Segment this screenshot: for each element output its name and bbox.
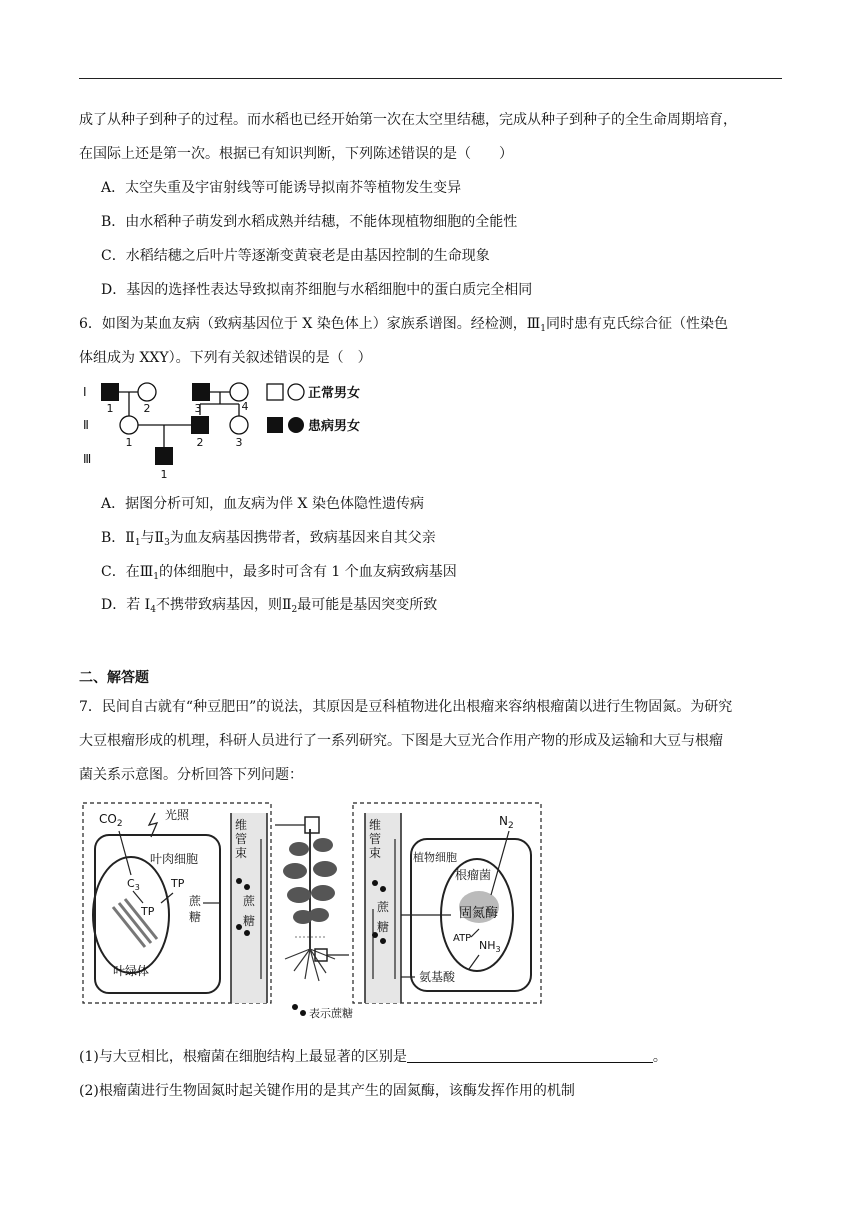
vascular-right-2: 管 bbox=[369, 832, 382, 846]
q7-sub-2: (2)根瘤菌进行生物固氮时起关键作用的是其产生的固氮酶，该酶发挥作用的机制 bbox=[79, 1083, 575, 1099]
gen-label-ii: Ⅱ bbox=[83, 418, 89, 432]
pedigree-i1-affected-male bbox=[101, 383, 119, 401]
q5-option-d: D．基因的选择性表达导致拟南芥细胞与水稻细胞中的蛋白质完全相同 bbox=[101, 282, 533, 298]
sucrose-vessel-2: 糖 bbox=[243, 914, 256, 928]
legend-affected-text: 患病男女 bbox=[308, 419, 361, 434]
sucrose-legend-text: 表示蔗糖 bbox=[309, 1007, 353, 1020]
gen-label-i: Ⅰ bbox=[83, 385, 87, 399]
vascular-left-3: 束 bbox=[235, 846, 248, 860]
atp-label: ATP bbox=[453, 933, 472, 944]
q6-option-d: D．若 $I_4$不携带致病基因，则$Ⅱ_2$最可能是基因突变所致 bbox=[101, 597, 438, 615]
pedigree-ii3-normal-female bbox=[230, 416, 248, 434]
num-iii1: 1 bbox=[160, 468, 168, 481]
sucrose-right-1: 蔗 bbox=[377, 900, 390, 914]
c3-label: $C_3$ bbox=[127, 877, 140, 892]
num-i3: 3 bbox=[194, 402, 202, 415]
num-i4: 4 bbox=[241, 400, 249, 413]
section-title: 二、解答题 bbox=[79, 670, 149, 686]
num-i1: 1 bbox=[106, 402, 114, 415]
light-label: 光照 bbox=[165, 808, 190, 822]
tp-inner-label: TP bbox=[141, 905, 155, 918]
chloroplast-label: 叶绿体 bbox=[113, 964, 150, 978]
pedigree-diagram bbox=[79, 376, 399, 486]
vascular-right-3: 束 bbox=[369, 846, 382, 860]
q5-stem-line-1: 成了从种子到种子的过程。而水稻也已经开始第一次在太空里结穗，完成从种子到种子的全生命周期培育， bbox=[79, 112, 737, 128]
num-ii3: 3 bbox=[235, 436, 243, 449]
num-ii1: 1 bbox=[125, 436, 133, 449]
legend-affected-square bbox=[267, 417, 283, 433]
amino-acid-label: 氨基酸 bbox=[419, 970, 456, 984]
gen-label-iii: Ⅲ bbox=[83, 452, 92, 466]
q5-option-b: B．由水稻种子萌发到水稻成熟并结穗，不能体现植物细胞的全能性 bbox=[101, 214, 518, 230]
answer-blank[interactable] bbox=[407, 1048, 653, 1063]
legend-normal-text: 正常男女 bbox=[308, 386, 361, 401]
soybean-diagram bbox=[79, 799, 545, 1027]
co2-label: $CO_2$ bbox=[99, 812, 123, 829]
mesophyll-label: 叶肉细胞 bbox=[150, 852, 199, 866]
lightning-icon bbox=[149, 813, 157, 837]
num-i2: 2 bbox=[143, 402, 151, 415]
rhizobia-label: 根瘤菌 bbox=[455, 868, 492, 882]
nh3-label: $NH_3$ bbox=[479, 939, 501, 954]
plant-cell-label: 植物细胞 bbox=[413, 851, 457, 864]
sucrose-right-2: 糖 bbox=[377, 920, 390, 934]
tp-outer-label: TP bbox=[171, 877, 185, 890]
nitrogenase-label: 固氮酶 bbox=[459, 906, 499, 921]
vascular-left-2: 管 bbox=[235, 832, 248, 846]
num-ii2: 2 bbox=[196, 436, 204, 449]
q6-option-a: A．据图分析可知，血友病为伴 X 染色体隐性遗传病 bbox=[101, 496, 424, 512]
q6-option-b: B．$Ⅱ_1$与$Ⅱ_3$为血友病基因携带者，致病基因来自其父亲 bbox=[101, 530, 436, 548]
q7-sub-1: (1)与大豆相比，根瘤菌在细胞结构上最显著的区别是 。 bbox=[79, 1049, 667, 1065]
vascular-right-1: 维 bbox=[369, 818, 382, 832]
n2-label: $N_2$ bbox=[499, 814, 514, 831]
pedigree-ii1-normal-female bbox=[120, 416, 138, 434]
pedigree-i2-normal-female bbox=[138, 383, 156, 401]
q7-stem-line-1: 7．民间自古就有“种豆肥田”的说法，其原因是豆科植物进化出根瘤来容纳根瘤菌以进行生物固氮。为研究 bbox=[79, 699, 733, 715]
q5-option-a: A．太空失重及宇宙射线等可能诱导拟南芥等植物发生变异 bbox=[101, 180, 462, 196]
pedigree-i3-affected-male bbox=[192, 383, 210, 401]
sucrose-vessel-1: 蔗 bbox=[243, 894, 256, 908]
q6-stem-line-2: 体组成为 XXY）。下列有关叙述错误的是（ ） bbox=[79, 350, 372, 366]
pedigree-ii2-affected-male bbox=[191, 416, 209, 434]
q7-stem-line-2: 大豆根瘤形成的机理，科研人员进行了一系列研究。下图是大豆光合作用产物的形成及运输和大豆与根瘤 bbox=[79, 733, 723, 749]
q7-stem-line-3: 菌关系示意图。分析回答下列问题： bbox=[79, 767, 303, 783]
sucrose-left-1: 蔗 bbox=[189, 894, 202, 908]
pedigree-i4-normal-female bbox=[230, 383, 248, 401]
q6-option-c: C．在$Ⅲ_1$的体细胞中，最多时可含有 1 个血友病致病基因 bbox=[101, 564, 457, 582]
legend-normal-square bbox=[267, 384, 283, 400]
header-rule bbox=[79, 78, 782, 79]
pedigree-iii1-affected-male bbox=[155, 447, 173, 465]
vascular-left-1: 维 bbox=[235, 818, 248, 832]
sucrose-left-2: 糖 bbox=[189, 910, 202, 924]
q6-stem-line-1: 6．如图为某血友病（致病基因位于 X 染色体上）家族系谱图。经检测，$Ⅲ_1$同时患有克氏综合征（性染色 bbox=[79, 316, 729, 334]
legend-normal-circle bbox=[288, 384, 304, 400]
legend-affected-circle bbox=[288, 417, 304, 433]
q5-option-c: C．水稻结穗之后叶片等逐渐变黄衰老是由基因控制的生命现象 bbox=[101, 248, 490, 264]
q5-stem-line-2: 在国际上还是第一次。根据已有知识判断，下列陈述错误的是（ ） bbox=[79, 146, 513, 162]
